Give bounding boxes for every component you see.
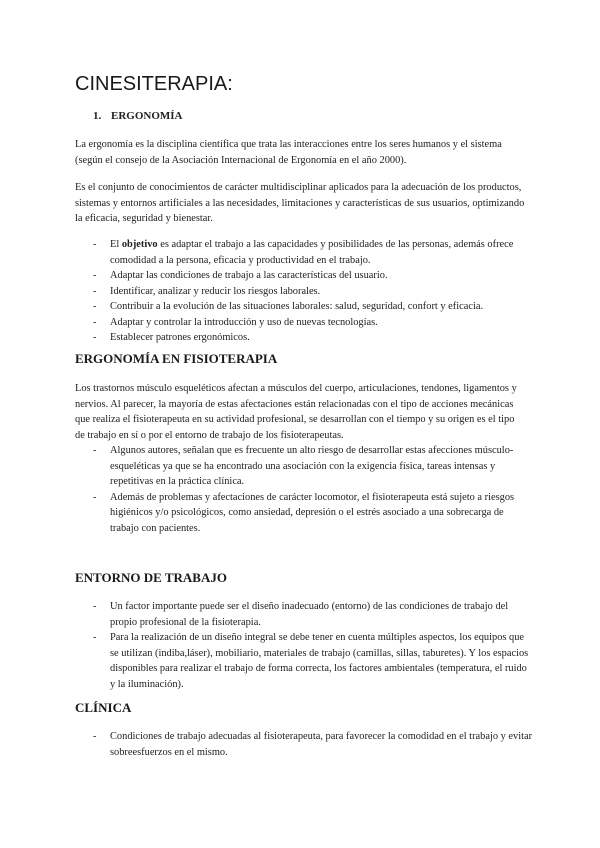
page-title: CINESITERAPIA: <box>75 73 233 95</box>
paragraph-trastornos: Los trastornos músculo esqueléticos afectan a músculos del cuerpo, articulaciones, tendones, ligamentos y nervios. Al parecer, la mayoría de estas afectaciones están relacionadas con el tipo de acciones mecánicas que realiza el fisioterapeuta en su actividad profesional, se desarrollan con el tiempo y su origen es el tipo de trabajo en sí o por el entorno de trabajo de los fisioterapeutas. <box>75 383 517 441</box>
bullet-dash: - <box>93 632 97 643</box>
bullet-dash: - <box>93 270 97 281</box>
list-item: - Además de problemas y afectaciones de carácter locomotor, el fisioterapeuta está sujeto a riesgos higiénicos y/o psicológicos, como ansiedad, depresión o el estrés asociado a una sobrecarga de trabajo con pacientes. <box>93 491 515 534</box>
bullet-dash: - <box>93 731 97 742</box>
bullet-dash: - <box>93 332 97 343</box>
list-item: - Establecer patrones ergonómicos. <box>93 330 533 346</box>
section-heading-entorno: ENTORNO DE TRABAJO <box>75 570 227 585</box>
bullet-dash: - <box>93 301 97 312</box>
list-item: - Para la realización de un diseño integral se debe tener en cuenta múltiples aspectos, los equipos que se utilizan (indiba,láser), mobiliario, materiales de trabajo (camillas, sillas, taburetes). Y los espacios disponibles para realizar el trabajo de forma correcta, los factores ambientales (temperatura, el ruido y la iluminación). <box>93 632 529 690</box>
ergonomia-list <box>93 237 533 346</box>
list-item: - Algunos autores, señalan que es frecuente un alto riesgo de desarrollar estas afecciones músculo-esqueléticas ya que se ha encontrado una asociación con la exigencia física, tareas intensas y repetitivas en la práctica clínica. <box>93 445 514 487</box>
paragraph-definition: La ergonomía es la disciplina científica que trata las interacciones entre los seres humanos y el sistema (según el consejo de la Asociación Internacional de Ergonomía en el año 2000). <box>75 139 502 166</box>
objetivo-bold: objetivo <box>121 239 158 250</box>
section-heading-clinica: CLÍNICA <box>75 700 132 715</box>
paragraph-conjunto: Es el conjunto de conocimientos de carácter multidisciplinar aplicados para la adecuación de los productos, sistemas y entornos artificiales a las necesidades, limitaciones y características de sus usuarios, optimizando la eficacia, seguridad y bienestar. <box>75 182 525 224</box>
section-heading-fisioterapia: ERGONOMÍA EN FISIOTERAPIA <box>75 351 278 366</box>
list-item: - Un factor importante puede ser el diseño inadecuado (entorno) de las condiciones de trabajo del propio profesional de la fisioterapia. <box>93 601 509 628</box>
section-number: 1. <box>93 110 102 122</box>
bullet-dash: - <box>93 601 97 612</box>
list-item: - Condiciones de trabajo adecuadas al fisioterapeuta, para favorecer la comodidad en el trabajo y evitar sobreesfuerzos en el mismo. <box>93 731 533 758</box>
list-item: - Adaptar las condiciones de trabajo a las características del usuario. <box>93 268 533 284</box>
entorno-list <box>93 599 533 692</box>
fisioterapia-list <box>93 443 533 536</box>
list-item: - Contribuir a la evolución de las situaciones laborales: salud, seguridad, confort y eficacia. <box>93 299 533 315</box>
list-item: - El objetivo es adaptar el trabajo a las capacidades y posibilidades de las personas, además ofrece comodidad a la persona, eficacia y productividad en el trabajo. <box>93 239 514 266</box>
section-heading-text: ERGONOMÍA <box>111 110 183 122</box>
clinica-list <box>93 729 533 760</box>
bullet-dash: - <box>93 491 97 503</box>
bullet-dash: - <box>93 316 97 328</box>
bullet-dash: - <box>93 239 97 250</box>
bullet-dash: - <box>93 285 97 297</box>
bullet-dash: - <box>93 445 97 456</box>
list-item: - Identificar, analizar y reducir los riesgos laborales. <box>93 284 533 300</box>
section-heading-ergonomia <box>93 110 183 122</box>
list-item: - Adaptar y controlar la introducción y uso de nuevas tecnologías. <box>93 315 533 331</box>
